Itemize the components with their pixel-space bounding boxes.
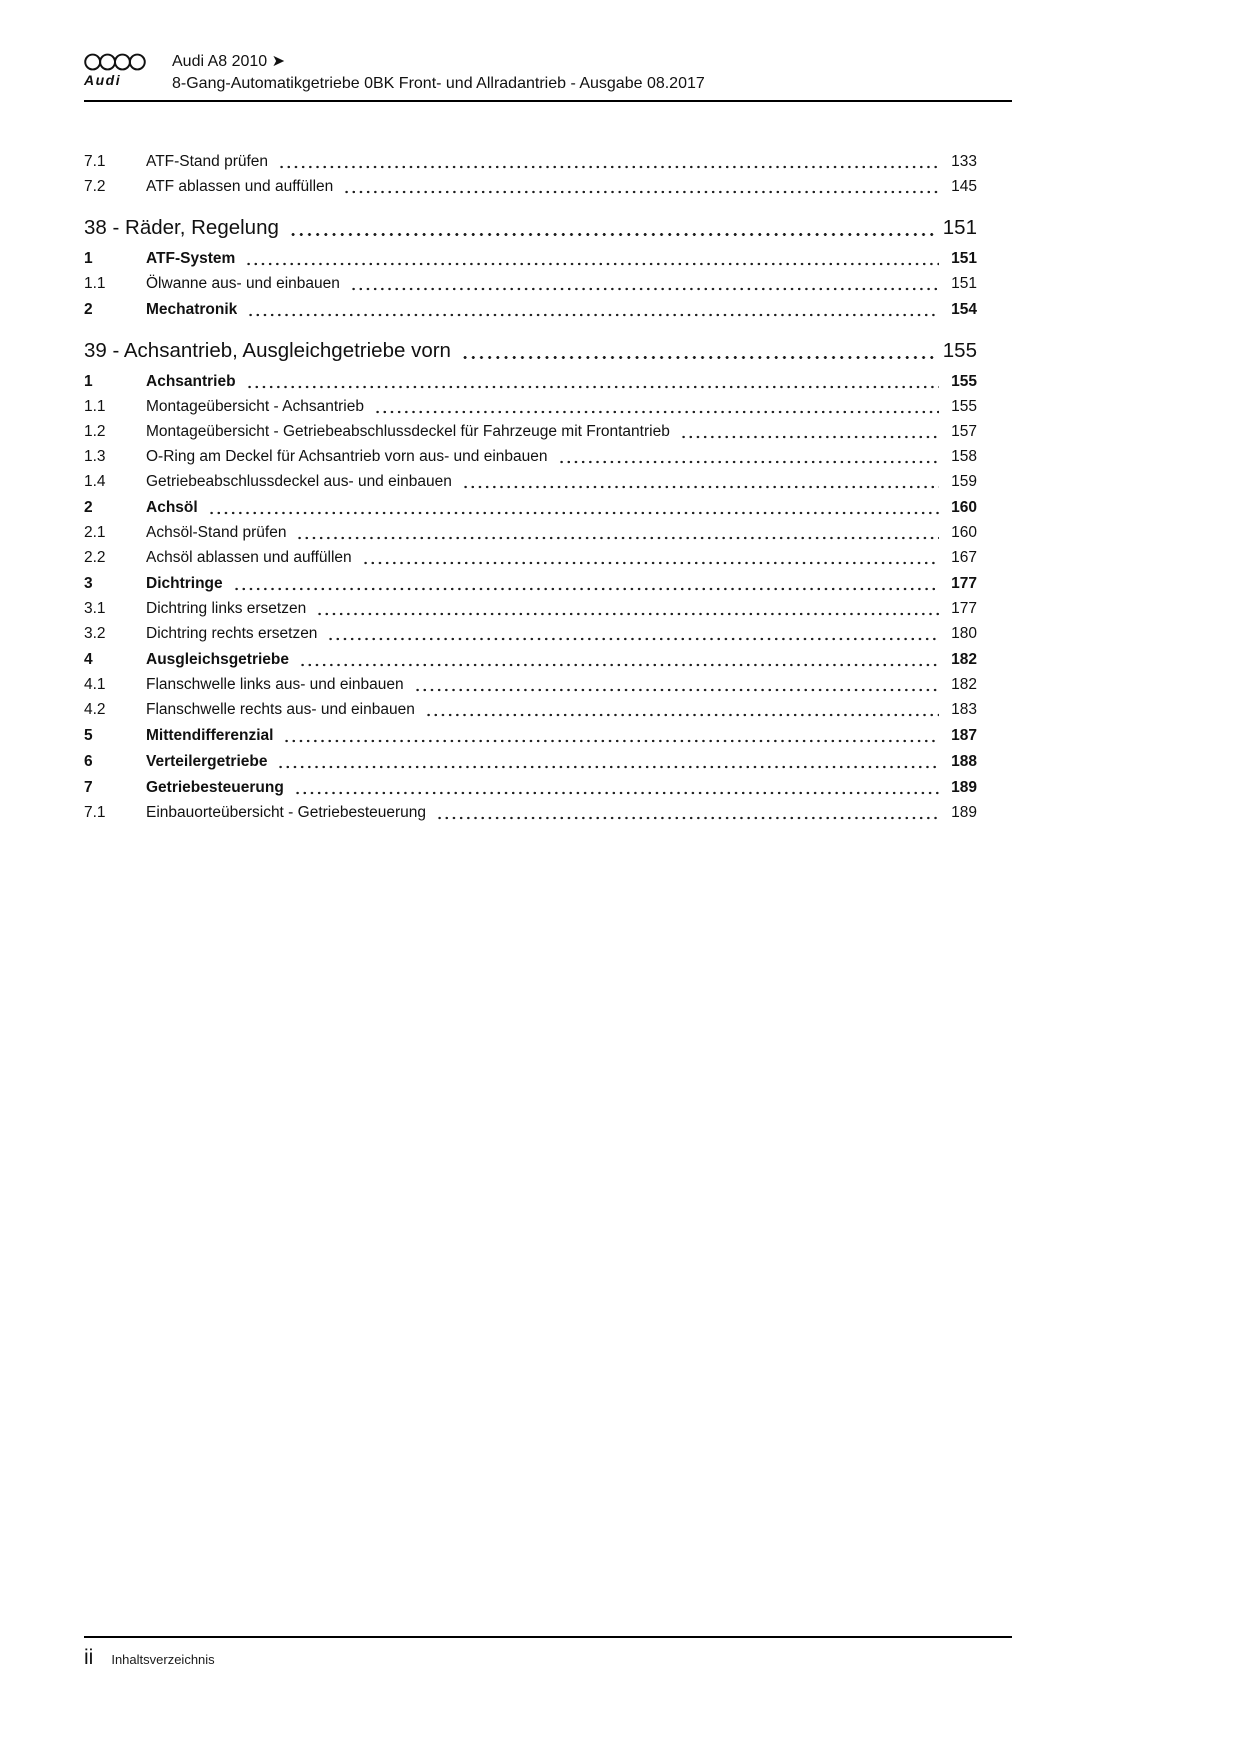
toc-entry-page: 177 — [951, 575, 977, 592]
toc-entry-page: 145 — [951, 178, 977, 195]
toc-entry-page: 160 — [951, 499, 977, 516]
dot-leader — [277, 765, 939, 769]
toc-entry-title: 39 - Achsantrieb, Ausgleichgetriebe vorn — [84, 339, 451, 362]
toc-entry-title: ATF ablassen und auffüllen — [146, 178, 334, 195]
toc-entry-number: 7.2 — [84, 178, 106, 195]
toc-entry-title: Montageübersicht - Getriebeabschlussdeckel für Fahrzeuge mit Frontantrieb — [146, 423, 670, 440]
toc-entry — [84, 750, 1012, 773]
toc-entry-number: 2.1 — [84, 524, 106, 541]
toc-entry — [84, 648, 1012, 671]
dot-leader — [208, 511, 939, 515]
toc-entry-number: 7.1 — [84, 804, 106, 821]
dot-leader — [289, 232, 937, 237]
toc-entry-title: Achsöl-Stand prüfen — [146, 524, 287, 541]
toc-entry — [84, 776, 1012, 799]
dot-leader — [350, 287, 939, 291]
toc-entry — [84, 546, 1012, 569]
toc-entry-page: 151 — [951, 275, 977, 292]
toc-entry-page: 183 — [951, 701, 977, 718]
dot-leader — [680, 435, 939, 439]
toc-entry-title: Flanschwelle rechts aus- und einbauen — [146, 701, 415, 718]
audi-rings-icon — [84, 52, 146, 72]
dot-leader — [283, 739, 939, 743]
dot-leader — [374, 410, 939, 414]
dot-leader — [414, 688, 939, 692]
dot-leader — [299, 663, 939, 667]
dot-leader — [436, 816, 939, 820]
toc-entry-title: Achsöl ablassen und auffüllen — [146, 549, 352, 566]
toc-entry-page: 133 — [951, 153, 977, 170]
toc-entry — [84, 572, 1012, 595]
toc-entry-page: 155 — [942, 339, 977, 362]
toc-entry — [84, 597, 1012, 620]
toc-entry-number: 2.2 — [84, 549, 106, 566]
toc-entry-number: 1 — [84, 373, 93, 390]
toc-entry — [84, 470, 1012, 493]
audi-brand-text: Audi — [84, 72, 122, 88]
toc-entry-number: 4 — [84, 651, 93, 668]
toc-entry-title: Flanschwelle links aus- und einbauen — [146, 676, 404, 693]
toc-entry — [84, 698, 1012, 721]
toc-entry — [84, 673, 1012, 696]
toc-entry-number: 1.1 — [84, 275, 106, 292]
dot-leader — [316, 612, 939, 616]
toc-entry — [84, 370, 1012, 393]
toc-entry-page: 151 — [942, 216, 977, 239]
toc-entry — [84, 445, 1012, 468]
toc-entry-page: 155 — [951, 398, 977, 415]
toc-entry-title: Dichtringe — [146, 575, 223, 592]
dot-leader — [425, 713, 939, 717]
toc-entry-page: 155 — [951, 373, 977, 390]
toc-entry-title: Ausgleichsgetriebe — [146, 651, 289, 668]
toc-entry — [84, 496, 1012, 519]
toc-entry — [84, 420, 1012, 443]
toc-entry-title: O-Ring am Deckel für Achsantrieb vorn aus- und einbauen — [146, 448, 548, 465]
dot-leader — [247, 313, 939, 317]
toc-entry-title: Achsöl — [146, 499, 198, 516]
toc-entry-number: 3.2 — [84, 625, 106, 642]
toc-entry — [84, 247, 1012, 270]
toc-entry-number: 1.3 — [84, 448, 106, 465]
toc-entry-title: Verteilergetriebe — [146, 753, 268, 770]
dot-leader — [246, 385, 939, 389]
toc-entry-number: 7 — [84, 779, 93, 796]
toc-entry-page: 157 — [951, 423, 977, 440]
toc-entry — [84, 272, 1012, 295]
footer-label: Inhaltsverzeichnis — [111, 1652, 215, 1667]
toc-entry-title: Mechatronik — [146, 301, 238, 318]
toc-entry-page: 189 — [951, 804, 977, 821]
toc-entry-page: 177 — [951, 600, 977, 617]
toc-entry-title: Ölwanne aus- und einbauen — [146, 275, 340, 292]
toc-entry-page: 151 — [951, 250, 977, 267]
dot-leader — [558, 460, 940, 464]
toc-entry-number: 4.2 — [84, 701, 106, 718]
toc-entry-page: 189 — [951, 779, 977, 796]
dot-leader — [462, 485, 939, 489]
toc-entry-title: Achsantrieb — [146, 373, 236, 390]
toc-entry-number: 2 — [84, 499, 93, 516]
dot-leader — [362, 561, 939, 565]
toc-entry-number: 3.1 — [84, 600, 106, 617]
toc-entry-number: 1.4 — [84, 473, 106, 490]
toc-entry-number: 1.1 — [84, 398, 106, 415]
toc-entry-page: 159 — [951, 473, 977, 490]
header-model-line: Audi A8 2010 ➤ — [172, 53, 286, 70]
toc-entry-title: Getriebesteuerung — [146, 779, 284, 796]
toc-entry-page: 154 — [951, 301, 977, 318]
header-rule — [84, 100, 1012, 102]
toc-entry-title: Dichtring rechts ersetzen — [146, 625, 318, 642]
toc-list — [84, 150, 1012, 826]
toc-entry-page: 180 — [951, 625, 977, 642]
toc-entry-number: 1.2 — [84, 423, 106, 440]
dot-leader — [278, 165, 939, 169]
toc-entry — [84, 150, 1012, 173]
toc-entry-number: 6 — [84, 753, 93, 770]
toc-entry-page: 187 — [951, 727, 977, 744]
audi-logo — [84, 52, 156, 87]
toc-entry-title: 38 - Räder, Regelung — [84, 216, 279, 239]
dot-leader — [327, 637, 939, 641]
toc-entry — [84, 622, 1012, 645]
toc-entry-page: 167 — [951, 549, 977, 566]
page-header — [84, 52, 1012, 102]
toc-entry-number: 3 — [84, 575, 93, 592]
toc-entry-page: 182 — [951, 651, 977, 668]
toc-entry — [84, 337, 1012, 364]
toc-entry-page: 158 — [951, 448, 977, 465]
toc-entry-page: 160 — [951, 524, 977, 541]
toc-entry-number: 4.1 — [84, 676, 106, 693]
toc-entry-title: Mittendifferenzial — [146, 727, 274, 744]
header-title-line: 8-Gang-Automatikgetriebe 0BK Front- und Allradantrieb - Ausgabe 08.2017 — [172, 75, 705, 92]
toc-entry-title: Montageübersicht - Achsantrieb — [146, 398, 364, 415]
toc-entry — [84, 214, 1012, 241]
toc-entry — [84, 724, 1012, 747]
toc-entry-number: 5 — [84, 727, 93, 744]
footer-rule — [84, 1636, 1012, 1638]
dot-leader — [294, 791, 939, 795]
toc-entry-page: 188 — [951, 753, 977, 770]
dot-leader — [245, 262, 939, 266]
dot-leader — [343, 190, 939, 194]
toc-entry-title: Einbauorteübersicht - Getriebesteuerung — [146, 804, 427, 821]
toc-entry — [84, 801, 1012, 824]
toc-entry — [84, 175, 1012, 198]
toc-entry-number: 1 — [84, 250, 93, 267]
toc-entry-number: 7.1 — [84, 153, 106, 170]
toc-entry-title: Dichtring links ersetzen — [146, 600, 307, 617]
dot-leader — [233, 587, 939, 591]
toc-entry-title: ATF-System — [146, 250, 236, 267]
toc-entry — [84, 395, 1012, 418]
page-footer — [84, 1636, 1012, 1670]
toc-entry-title: Getriebeabschlussdeckel aus- und einbauen — [146, 473, 452, 490]
toc-entry-title: ATF-Stand prüfen — [146, 153, 269, 170]
dot-leader — [296, 536, 939, 540]
toc-entry — [84, 521, 1012, 544]
toc-entry-number: 2 — [84, 301, 93, 318]
toc-entry — [84, 298, 1012, 321]
dot-leader — [461, 355, 937, 360]
footer-page-number: ii — [84, 1646, 94, 1669]
toc-entry-page: 182 — [951, 676, 977, 693]
